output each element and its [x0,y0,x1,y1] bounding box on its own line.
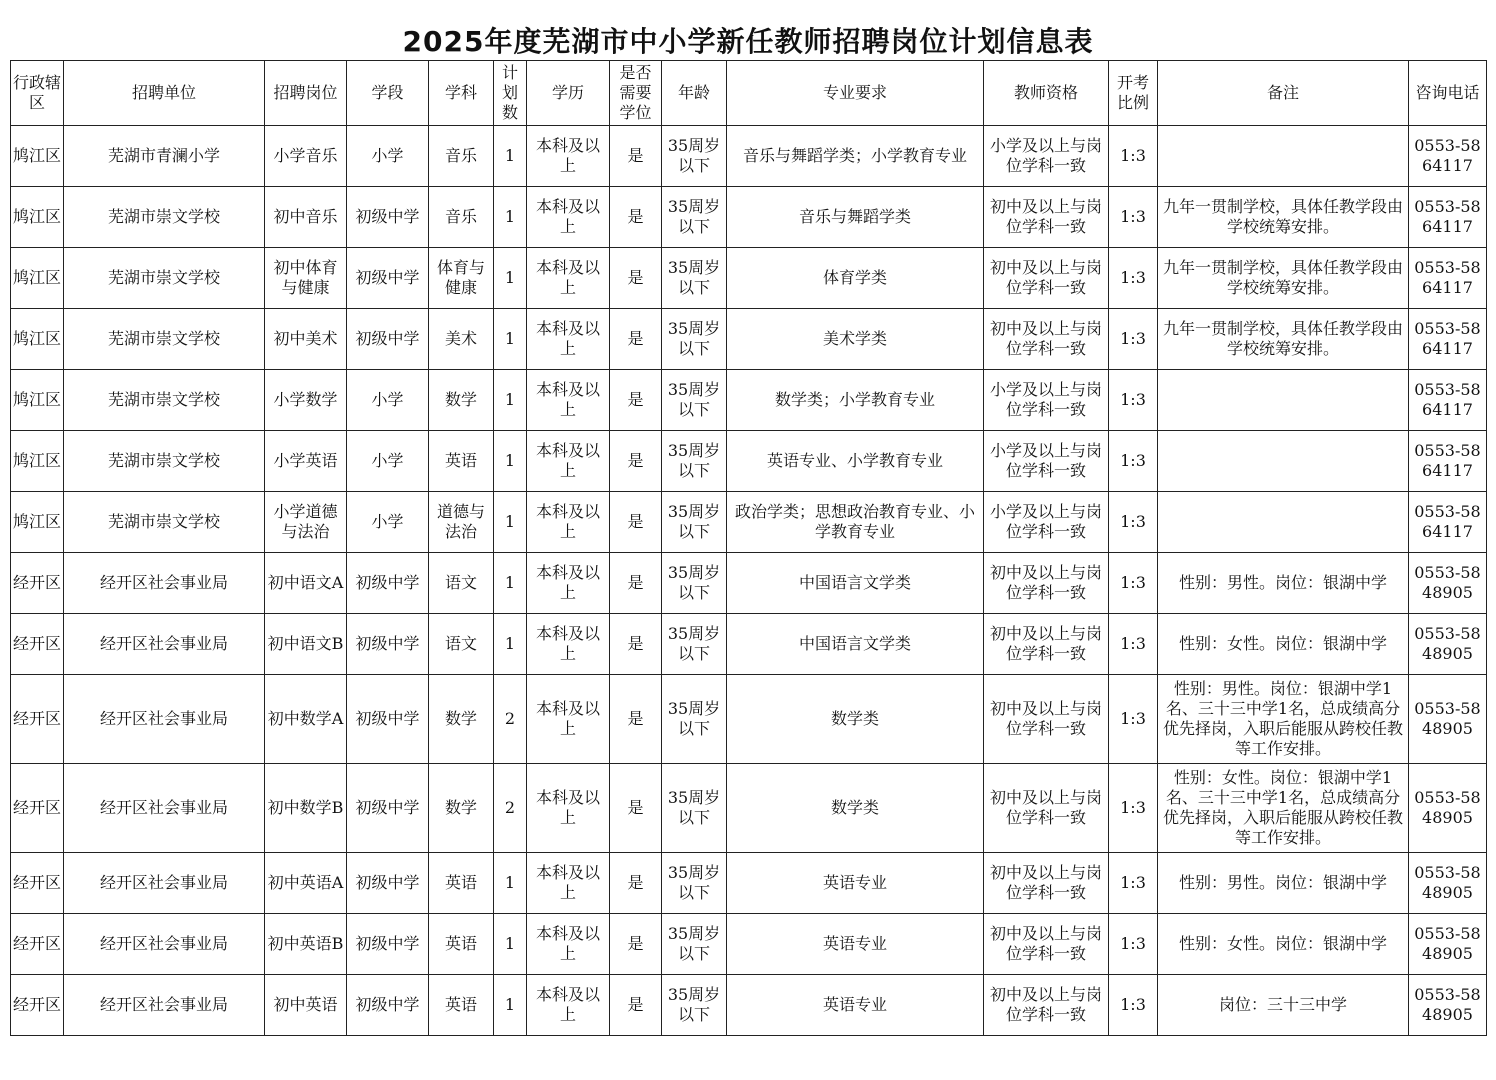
cell-degree: 是 [610,126,662,187]
cell-edu: 本科及以上 [527,764,610,853]
cell-edu: 本科及以上 [527,614,610,675]
cell-district: 经开区 [11,764,64,853]
cell-count: 1 [494,553,527,614]
cell-note: 九年一贯制学校，具体任教学段由学校统筹安排。 [1158,187,1409,248]
cell-subject: 数学 [429,764,494,853]
cell-unit: 经开区社会事业局 [64,553,265,614]
header-unit: 招聘单位 [64,61,265,126]
cell-note [1158,431,1409,492]
header-stage: 学段 [347,61,429,126]
cell-stage: 初级中学 [347,309,429,370]
cell-count: 1 [494,492,527,553]
cell-note [1158,492,1409,553]
cell-age: 35周岁以下 [662,764,727,853]
cell-count: 1 [494,853,527,914]
header-post: 招聘岗位 [265,61,347,126]
cell-cert: 初中及以上与岗位学科一致 [984,853,1109,914]
table-row [11,187,1487,248]
cell-district: 鸠江区 [11,492,64,553]
cell-district: 经开区 [11,914,64,975]
cell-note: 性别：男性。岗位：银湖中学 [1158,853,1409,914]
cell-district: 经开区 [11,614,64,675]
cell-unit: 经开区社会事业局 [64,853,265,914]
cell-edu: 本科及以上 [527,853,610,914]
cell-ratio: 1:3 [1109,248,1158,309]
cell-cert: 初中及以上与岗位学科一致 [984,553,1109,614]
cell-phone: 0553-5864117 [1409,431,1487,492]
cell-age: 35周岁以下 [662,914,727,975]
cell-cert: 初中及以上与岗位学科一致 [984,914,1109,975]
cell-major: 数学类；小学教育专业 [727,370,984,431]
cell-age: 35周岁以下 [662,431,727,492]
cell-unit: 芜湖市崇文学校 [64,248,265,309]
cell-age: 35周岁以下 [662,309,727,370]
cell-count: 1 [494,370,527,431]
cell-district: 经开区 [11,675,64,764]
cell-unit: 经开区社会事业局 [64,614,265,675]
cell-edu: 本科及以上 [527,309,610,370]
cell-post: 初中体育与健康 [265,248,347,309]
cell-subject: 英语 [429,914,494,975]
header-ratio: 开考比例 [1109,61,1158,126]
cell-ratio: 1:3 [1109,431,1158,492]
cell-major: 英语专业、小学教育专业 [727,431,984,492]
cell-phone: 0553-5864117 [1409,187,1487,248]
cell-ratio: 1:3 [1109,553,1158,614]
cell-subject: 语文 [429,553,494,614]
cell-note [1158,370,1409,431]
cell-note: 性别：男性。岗位：银湖中学 [1158,553,1409,614]
cell-age: 35周岁以下 [662,675,727,764]
cell-note: 性别：女性。岗位：银湖中学 [1158,614,1409,675]
cell-phone: 0553-5864117 [1409,492,1487,553]
cell-major: 体育学类 [727,248,984,309]
cell-stage: 初级中学 [347,675,429,764]
cell-district: 经开区 [11,553,64,614]
cell-degree: 是 [610,764,662,853]
header-count: 计划数 [494,61,527,126]
header-edu: 学历 [527,61,610,126]
cell-unit: 经开区社会事业局 [64,675,265,764]
cell-stage: 小学 [347,492,429,553]
cell-district: 经开区 [11,853,64,914]
cell-post: 初中音乐 [265,187,347,248]
cell-major: 音乐与舞蹈学类；小学教育专业 [727,126,984,187]
cell-ratio: 1:3 [1109,370,1158,431]
header-major: 专业要求 [727,61,984,126]
cell-subject: 英语 [429,431,494,492]
cell-subject: 体育与健康 [429,248,494,309]
cell-count: 2 [494,675,527,764]
cell-degree: 是 [610,675,662,764]
cell-stage: 初级中学 [347,853,429,914]
cell-stage: 初级中学 [347,975,429,1036]
table-row [11,675,1487,764]
cell-post: 初中数学B [265,764,347,853]
cell-major: 美术学类 [727,309,984,370]
cell-district: 经开区 [11,975,64,1036]
cell-degree: 是 [610,614,662,675]
cell-post: 小学道德与法治 [265,492,347,553]
cell-cert: 小学及以上与岗位学科一致 [984,492,1109,553]
cell-age: 35周岁以下 [662,553,727,614]
cell-count: 1 [494,248,527,309]
cell-edu: 本科及以上 [527,675,610,764]
table-row [11,248,1487,309]
table-row [11,914,1487,975]
cell-post: 小学英语 [265,431,347,492]
cell-cert: 初中及以上与岗位学科一致 [984,248,1109,309]
cell-ratio: 1:3 [1109,975,1158,1036]
cell-ratio: 1:3 [1109,853,1158,914]
cell-major: 中国语言文学类 [727,614,984,675]
cell-count: 1 [494,309,527,370]
cell-district: 鸠江区 [11,126,64,187]
cell-major: 英语专业 [727,975,984,1036]
cell-stage: 小学 [347,126,429,187]
cell-subject: 道德与法治 [429,492,494,553]
cell-stage: 初级中学 [347,914,429,975]
cell-note: 九年一贯制学校，具体任教学段由学校统筹安排。 [1158,309,1409,370]
cell-ratio: 1:3 [1109,492,1158,553]
cell-stage: 初级中学 [347,187,429,248]
cell-degree: 是 [610,370,662,431]
table-row [11,431,1487,492]
cell-count: 1 [494,126,527,187]
cell-count: 1 [494,614,527,675]
cell-subject: 英语 [429,975,494,1036]
cell-subject: 音乐 [429,126,494,187]
cell-major: 英语专业 [727,914,984,975]
cell-post: 初中英语 [265,975,347,1036]
cell-unit: 芜湖市崇文学校 [64,187,265,248]
page-title: 2025年度芜湖市中小学新任教师招聘岗位计划信息表 [402,25,1094,58]
cell-post: 初中英语A [265,853,347,914]
cell-age: 35周岁以下 [662,126,727,187]
cell-edu: 本科及以上 [527,492,610,553]
cell-major: 音乐与舞蹈学类 [727,187,984,248]
cell-phone: 0553-5864117 [1409,126,1487,187]
cell-major: 中国语言文学类 [727,553,984,614]
header-subject: 学科 [429,61,494,126]
cell-note: 九年一贯制学校，具体任教学段由学校统筹安排。 [1158,248,1409,309]
cell-edu: 本科及以上 [527,553,610,614]
cell-district: 鸠江区 [11,431,64,492]
cell-district: 鸠江区 [11,309,64,370]
cell-post: 小学音乐 [265,126,347,187]
cell-degree: 是 [610,431,662,492]
cell-unit: 经开区社会事业局 [64,764,265,853]
cell-post: 初中语文A [265,553,347,614]
header-note: 备注 [1158,61,1409,126]
cell-note: 性别：男性。岗位：银湖中学1名、三十三中学1名，总成绩高分优先择岗，入职后能服从跨校任教等工作安排。 [1158,675,1409,764]
cell-district: 鸠江区 [11,248,64,309]
table-row [11,975,1487,1036]
cell-major: 数学类 [727,764,984,853]
cell-cert: 小学及以上与岗位学科一致 [984,370,1109,431]
cell-age: 35周岁以下 [662,370,727,431]
cell-count: 1 [494,187,527,248]
cell-phone: 0553-5848905 [1409,764,1487,853]
cell-stage: 初级中学 [347,248,429,309]
cell-edu: 本科及以上 [527,914,610,975]
cell-ratio: 1:3 [1109,764,1158,853]
cell-count: 1 [494,914,527,975]
cell-post: 初中数学A [265,675,347,764]
cell-unit: 芜湖市崇文学校 [64,431,265,492]
cell-unit: 芜湖市崇文学校 [64,492,265,553]
cell-stage: 小学 [347,431,429,492]
header-degree: 是否需要学位 [610,61,662,126]
cell-degree: 是 [610,853,662,914]
cell-cert: 初中及以上与岗位学科一致 [984,975,1109,1036]
cell-subject: 数学 [429,370,494,431]
table-row [11,614,1487,675]
cell-stage: 初级中学 [347,553,429,614]
cell-district: 鸠江区 [11,370,64,431]
header-phone: 咨询电话 [1409,61,1487,126]
cell-count: 1 [494,975,527,1036]
cell-edu: 本科及以上 [527,126,610,187]
table-row [11,492,1487,553]
cell-phone: 0553-5848905 [1409,853,1487,914]
cell-edu: 本科及以上 [527,975,610,1036]
header-district: 行政辖区 [11,61,64,126]
cell-subject: 英语 [429,853,494,914]
cell-stage: 初级中学 [347,764,429,853]
cell-count: 2 [494,764,527,853]
cell-cert: 小学及以上与岗位学科一致 [984,431,1109,492]
cell-subject: 数学 [429,675,494,764]
cell-district: 鸠江区 [11,187,64,248]
cell-cert: 初中及以上与岗位学科一致 [984,764,1109,853]
cell-phone: 0553-5848905 [1409,914,1487,975]
cell-unit: 芜湖市青澜小学 [64,126,265,187]
cell-note: 性别：女性。岗位：银湖中学1名、三十三中学1名，总成绩高分优先择岗，入职后能服从跨校任教等工作安排。 [1158,764,1409,853]
header-cert: 教师资格 [984,61,1109,126]
cell-edu: 本科及以上 [527,431,610,492]
cell-age: 35周岁以下 [662,614,727,675]
cell-note: 性别：女性。岗位：银湖中学 [1158,914,1409,975]
cell-age: 35周岁以下 [662,853,727,914]
cell-degree: 是 [610,914,662,975]
cell-post: 初中英语B [265,914,347,975]
cell-unit: 芜湖市崇文学校 [64,370,265,431]
cell-edu: 本科及以上 [527,187,610,248]
cell-cert: 小学及以上与岗位学科一致 [984,126,1109,187]
cell-stage: 初级中学 [347,614,429,675]
cell-major: 英语专业 [727,853,984,914]
cell-age: 35周岁以下 [662,975,727,1036]
cell-phone: 0553-5864117 [1409,370,1487,431]
cell-age: 35周岁以下 [662,187,727,248]
cell-phone: 0553-5848905 [1409,675,1487,764]
cell-subject: 美术 [429,309,494,370]
cell-degree: 是 [610,187,662,248]
cell-subject: 语文 [429,614,494,675]
recruitment-table [10,60,1487,1036]
header-age: 年龄 [662,61,727,126]
cell-phone: 0553-5848905 [1409,614,1487,675]
cell-cert: 初中及以上与岗位学科一致 [984,187,1109,248]
cell-phone: 0553-5848905 [1409,975,1487,1036]
cell-count: 1 [494,431,527,492]
cell-cert: 初中及以上与岗位学科一致 [984,675,1109,764]
cell-ratio: 1:3 [1109,675,1158,764]
cell-degree: 是 [610,975,662,1036]
table-row [11,764,1487,853]
cell-ratio: 1:3 [1109,614,1158,675]
cell-degree: 是 [610,553,662,614]
table-row [11,309,1487,370]
cell-degree: 是 [610,492,662,553]
table-row [11,126,1487,187]
cell-ratio: 1:3 [1109,309,1158,370]
cell-unit: 经开区社会事业局 [64,975,265,1036]
cell-age: 35周岁以下 [662,248,727,309]
cell-phone: 0553-5864117 [1409,248,1487,309]
cell-note: 岗位：三十三中学 [1158,975,1409,1036]
cell-stage: 小学 [347,370,429,431]
cell-post: 初中语文B [265,614,347,675]
cell-subject: 音乐 [429,187,494,248]
cell-degree: 是 [610,309,662,370]
cell-unit: 芜湖市崇文学校 [64,309,265,370]
cell-edu: 本科及以上 [527,248,610,309]
cell-age: 35周岁以下 [662,492,727,553]
cell-major: 数学类 [727,675,984,764]
cell-cert: 初中及以上与岗位学科一致 [984,309,1109,370]
table-row [11,553,1487,614]
cell-ratio: 1:3 [1109,187,1158,248]
cell-note [1158,126,1409,187]
cell-ratio: 1:3 [1109,914,1158,975]
table-header-row [11,61,1487,126]
cell-post: 小学数学 [265,370,347,431]
cell-phone: 0553-5848905 [1409,553,1487,614]
cell-ratio: 1:3 [1109,126,1158,187]
cell-edu: 本科及以上 [527,370,610,431]
cell-post: 初中美术 [265,309,347,370]
cell-cert: 初中及以上与岗位学科一致 [984,614,1109,675]
cell-degree: 是 [610,248,662,309]
cell-phone: 0553-5864117 [1409,309,1487,370]
table-row [11,853,1487,914]
cell-major: 政治学类；思想政治教育专业、小学教育专业 [727,492,984,553]
cell-unit: 经开区社会事业局 [64,914,265,975]
table-row [11,370,1487,431]
